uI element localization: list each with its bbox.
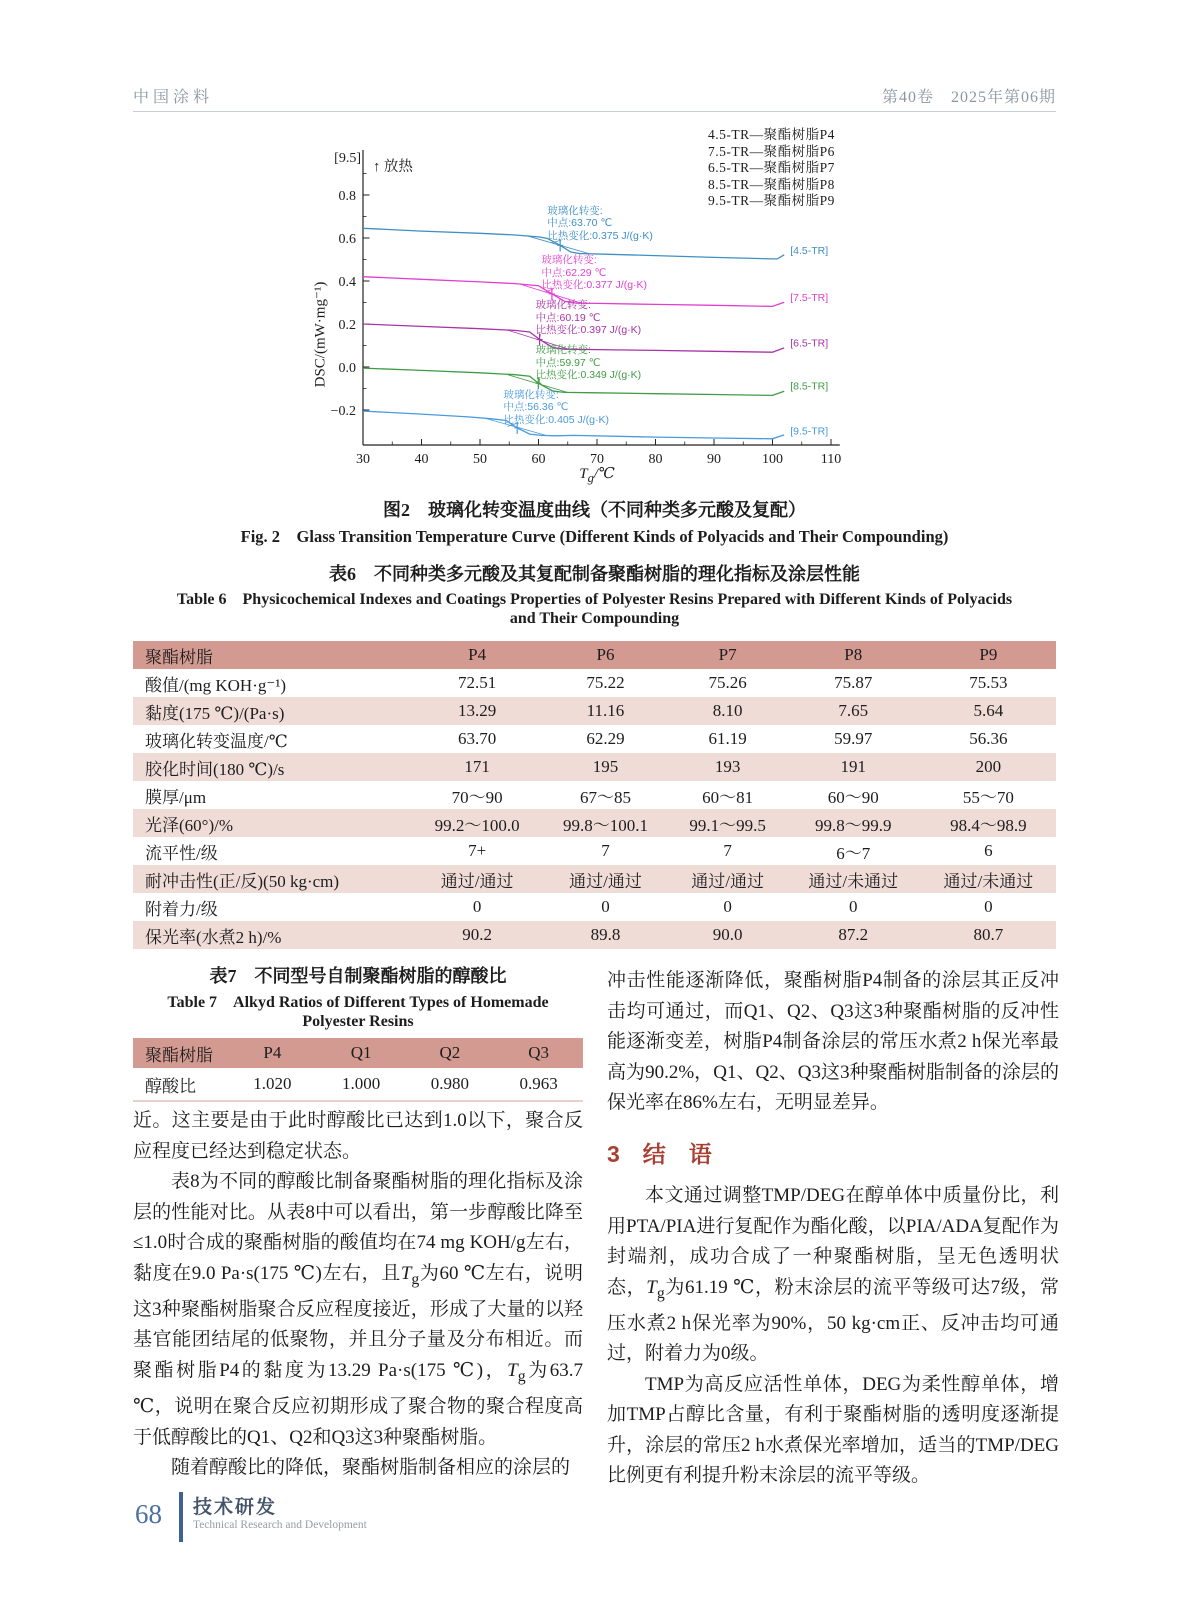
dsc-annotation: 玻璃化转变: 中点:62.29 ℃ 比热变化:0.377 J/(g·K) xyxy=(541,254,648,292)
table-cell: 90.0 xyxy=(712,925,743,944)
table-cell: 6 xyxy=(984,841,993,860)
table-cell: 保光率(水煮2 h)/% xyxy=(145,927,282,947)
y-tick-label: 0.2 xyxy=(338,318,356,333)
table-cell: 醇酸比 xyxy=(133,1068,228,1101)
col-header: Q2 xyxy=(439,1043,461,1062)
table-cell: 195 xyxy=(592,757,619,776)
table-cell: 膜厚/μm xyxy=(145,787,207,807)
table-cell: 胶化时间(180 ℃)/s xyxy=(145,759,285,779)
table-cell: 流平性/级 xyxy=(145,843,218,863)
table-cell: 72.51 xyxy=(458,673,497,692)
y-tick-label: −0.2 xyxy=(330,404,356,419)
x-tick-label: 70 xyxy=(590,452,604,467)
table7 xyxy=(133,1038,583,1102)
table-cell: 89.8 xyxy=(590,925,621,944)
table-cell: 70～90 xyxy=(451,787,503,807)
figure2-caption-cn: 图2 玻璃化转变温度曲线（不同种类多元酸及复配） xyxy=(383,500,806,520)
table-cell: 0 xyxy=(472,897,482,916)
table-cell: 191 xyxy=(840,757,866,776)
col-header: Q1 xyxy=(350,1043,372,1062)
table-row xyxy=(133,809,1056,837)
legend-entry: 8.5-TR—聚酯树脂P8 xyxy=(708,176,835,192)
table-cell: 玻璃化转变温度/℃ xyxy=(145,731,288,751)
col-header: Q3 xyxy=(528,1043,550,1062)
table-row xyxy=(133,669,1056,697)
page-number: 68 xyxy=(135,1499,162,1529)
col-header: P4 xyxy=(263,1043,282,1062)
table6-caption-en-line1: Table 6 Physicochemical Indexes and Coatings Properties of Polyester Resins Prepared with Different Kinds of Polyacids xyxy=(176,591,1013,608)
table-cell: 耐冲击性(正/反)(50 kg·cm) xyxy=(145,871,340,891)
table-cell: 99.2～100.0 xyxy=(434,815,520,835)
col-header: P4 xyxy=(468,645,487,664)
y-tick-label: 0.8 xyxy=(338,189,356,204)
x-tick-label: 50 xyxy=(473,452,487,467)
col-header: 聚酯树脂 xyxy=(145,1045,213,1065)
dsc-chart-svg xyxy=(300,125,1060,491)
right-column xyxy=(607,966,1059,1492)
table-row xyxy=(133,1068,583,1101)
table6-caption-en-line2: and Their Compounding xyxy=(509,610,680,627)
paragraph: 随着醇酸比的降低，聚酯树脂制备相应的涂层的 xyxy=(171,1457,571,1479)
series-end-label: [7.5-TR] xyxy=(790,292,829,305)
table-cell: 60～90 xyxy=(827,787,879,807)
table-cell: 通过/未通过 xyxy=(808,871,899,891)
table6-caption-cn: 表6 不同种类多元酸及其复配制备聚酯树脂的理化指标及涂层性能 xyxy=(329,564,860,584)
x-tick-label: 60 xyxy=(531,452,546,467)
table-row xyxy=(133,837,1056,865)
table-cell: 0 xyxy=(723,897,732,916)
table-cell: 1.000 xyxy=(317,1068,406,1101)
paragraph: 近。这主要是由于此时醇酸比已达到1.0以下，聚合反应程度已经达到稳定状态。 xyxy=(133,1110,583,1162)
paragraph: TMP为高反应活性单体，DEG为柔性醇单体，增加TMP占醇比含量，有利于聚酯树脂的透明度逐渐提升，涂层的常压2 h水煮保光率增加，适当的TMP/DEG比例更有利提升粉末涂层的流平等级。 xyxy=(607,1373,1059,1487)
table-cell: 5.64 xyxy=(973,701,1004,720)
table-cell: 80.7 xyxy=(973,925,1004,944)
paragraph: 本文通过调整TMP/DEG在醇单体中质量份比，利用PTA/PIA进行复配作为酯化酸，以PIA/ADA复配作为封端剂，成功合成了一种聚酯树脂，呈无色透明状态，$T_g$为61.19 ℃，粉末涂层的流平等级可达7级，常压水煮2 h保光率为90%，50 kg·cm正、反冲击均可通过，附着力为0级。 xyxy=(607,1185,1059,1365)
table-cell: 7.65 xyxy=(838,701,869,720)
table-cell: 7+ xyxy=(468,841,487,860)
table-cell: 0 xyxy=(601,897,610,916)
section-heading-conclusion: 3 结 语 xyxy=(607,1140,712,1167)
y-tick-label: 0.0 xyxy=(338,361,356,376)
table-cell: 6～7 xyxy=(836,843,871,863)
table-cell: 附着力/级 xyxy=(145,899,218,919)
y-axis-top-scale: [9.5] xyxy=(334,151,361,166)
table-cell: 75.87 xyxy=(834,673,873,692)
table-row xyxy=(133,921,1056,949)
issue-info: 第40卷 2025年第06期 xyxy=(881,89,1056,106)
table-cell: 光泽(60°)/% xyxy=(145,815,234,835)
table-cell: 99.1～99.5 xyxy=(689,815,766,835)
table-cell: 171 xyxy=(464,757,490,776)
table-cell: 13.29 xyxy=(458,701,497,720)
series-end-label: [6.5-TR] xyxy=(790,337,829,350)
col-header: P7 xyxy=(718,645,737,664)
y-tick-label: 0.4 xyxy=(338,275,356,290)
table-cell: 61.19 xyxy=(708,729,747,748)
table-row xyxy=(133,893,1056,921)
table-cell: 87.2 xyxy=(838,925,869,944)
table7-caption-en-line2: Polyester Resins xyxy=(302,1013,414,1030)
legend-entry: 6.5-TR—聚酯树脂P7 xyxy=(708,160,835,175)
footer-section-en: Technical Research and Development xyxy=(193,1519,367,1531)
table-row xyxy=(133,697,1056,725)
legend-entry: 4.5-TR—聚酯树脂P4 xyxy=(708,127,835,142)
chart-legend xyxy=(708,127,835,210)
table-cell: 90.2 xyxy=(462,925,493,944)
table-cell: 8.10 xyxy=(712,701,743,720)
table7-caption-cn: 表7 不同型号自制聚酯树脂的醇酸比 xyxy=(209,966,507,986)
x-axis-label: $T_g/℃$ xyxy=(579,466,615,485)
table-cell: 通过/通过 xyxy=(440,871,514,891)
table-cell: 99.8～100.1 xyxy=(562,815,648,835)
table-cell: 200 xyxy=(975,757,1002,776)
table6 xyxy=(133,641,1056,949)
table-cell: 75.53 xyxy=(969,673,1008,692)
table-cell: 7 xyxy=(723,841,732,860)
figure2-caption-en: Fig. 2 Glass Transition Temperature Curve (Different Kinds of Polyacids and Their Compounding) xyxy=(240,527,949,546)
series-end-label: [4.5-TR] xyxy=(790,244,829,257)
table-cell: 0 xyxy=(984,897,993,916)
table-cell: 酸值/(mg KOH·g⁻¹) xyxy=(145,675,287,695)
dsc-annotation: 玻璃化转变: 中点:60.19 ℃ 比热变化:0.397 J/(g·K) xyxy=(535,299,642,337)
x-tick-label: 90 xyxy=(707,452,721,467)
table-cell: 75.26 xyxy=(708,673,747,692)
left-column xyxy=(133,1106,583,1484)
table6-header-row xyxy=(133,641,1056,669)
series-end-label: [9.5-TR] xyxy=(790,425,829,438)
table-cell: 193 xyxy=(714,757,741,776)
table-cell: 63.70 xyxy=(458,729,497,748)
table-cell: 通过/通过 xyxy=(691,871,765,891)
y-tick-label: 0.6 xyxy=(338,232,356,247)
table-cell: 7 xyxy=(601,841,610,860)
table-cell: 黏度(175 ℃)/(Pa·s) xyxy=(145,703,285,723)
dsc-annotation: 玻璃化转变: 中点:63.70 ℃ 比热变化:0.375 J/(g·K) xyxy=(547,204,653,242)
table-cell: 99.8～99.9 xyxy=(815,815,892,835)
table-cell: 通过/通过 xyxy=(569,871,642,891)
table-cell: 67～85 xyxy=(579,787,631,807)
table7-caption-en-line1: Table 7 Alkyd Ratios of Different Types of Homemade xyxy=(167,994,549,1011)
table7-header-row xyxy=(133,1038,583,1068)
table-cell: 56.36 xyxy=(969,729,1008,748)
x-tick-label: 110 xyxy=(820,452,842,467)
series-end-label: [8.5-TR] xyxy=(790,380,829,393)
x-tick-label: 40 xyxy=(414,452,429,467)
header-rule xyxy=(133,111,1056,112)
table-row xyxy=(133,781,1056,809)
col-header: P6 xyxy=(596,645,615,664)
x-tick-label: 100 xyxy=(762,452,783,467)
footer-accent-bar xyxy=(179,1492,183,1542)
y-axis-label: DSC/(mW·mg⁻¹) xyxy=(312,281,329,388)
exo-arrow-label: ↑ 放热 xyxy=(373,159,413,175)
x-tick-label: 80 xyxy=(648,452,663,467)
table-cell: 55～70 xyxy=(962,787,1014,807)
journal-name: 中国涂料 xyxy=(133,89,214,106)
table-cell: 1.020 xyxy=(228,1068,317,1101)
table-cell: 98.4～98.9 xyxy=(950,815,1027,835)
dsc-annotation: 玻璃化转变: 中点:56.36 ℃ 比热变化:0.405 J/(g·K) xyxy=(503,388,610,426)
table-cell: 62.29 xyxy=(586,729,625,748)
table-cell: 通过/未通过 xyxy=(943,871,1034,891)
table-cell: 0.980 xyxy=(406,1068,495,1101)
dsc-annotation: 玻璃化转变: 中点:59.97 ℃ 比热变化:0.349 J/(g·K) xyxy=(535,344,642,382)
legend-entry: 7.5-TR—聚酯树脂P6 xyxy=(708,143,835,159)
table-cell: 11.16 xyxy=(586,701,625,720)
table-cell: 0.963 xyxy=(494,1068,583,1101)
legend-entry: 9.5-TR—聚酯树脂P9 xyxy=(708,193,835,208)
table-cell: 60～81 xyxy=(702,787,754,807)
paragraph: 表8为不同的醇酸比制备聚酯树脂的理化指标及涂层的性能对比。从表8中可以看出，第一步醇酸比降至≤1.0时合成的聚酯树脂的酸值均在74 mg KOH/g左右，黏度在9.0 Pa·s(175 ℃)左右，且$T_g$为60 ℃左右，说明这3种聚酯树脂聚合反应程度接近，形成了大量的以羟基官能团结尾的低聚物，并且分子量及分布相近。而聚酯树脂P4的黏度为13.29 Pa·s(175 ℃)，$T_g$为63.7 ℃，说明在聚合反应初期形成了聚合物的聚合程度高于低醇酸比的Q1、Q2和Q3这3种聚酯树脂。 xyxy=(133,1171,583,1448)
footer-section-cn: 技术研发 xyxy=(193,1497,278,1518)
col-header: P9 xyxy=(979,645,998,664)
col-header: 聚酯树脂 xyxy=(145,647,213,667)
dsc-chart xyxy=(300,125,1060,491)
table-cell: 59.97 xyxy=(834,729,873,748)
table-row xyxy=(133,753,1056,781)
table-row xyxy=(133,725,1056,753)
table-row xyxy=(133,865,1056,893)
table-cell: 0 xyxy=(849,897,858,916)
col-header: P8 xyxy=(844,645,863,664)
table-cell: 75.22 xyxy=(586,673,625,692)
paragraph: 冲击性能逐渐降低，聚酯树脂P4制备的涂层其正反冲击均可通过，而Q1、Q2、Q3这3种聚酯树脂的反冲性能逐渐变差，树脂P4制备涂层的常压水煮2 h保光率最高为90.2%，Q1、Q2、Q3这3种聚酯树脂制备的涂层的保光率在86%左右，无明显差异。 xyxy=(607,970,1059,1113)
x-tick-label: 30 xyxy=(356,452,370,467)
